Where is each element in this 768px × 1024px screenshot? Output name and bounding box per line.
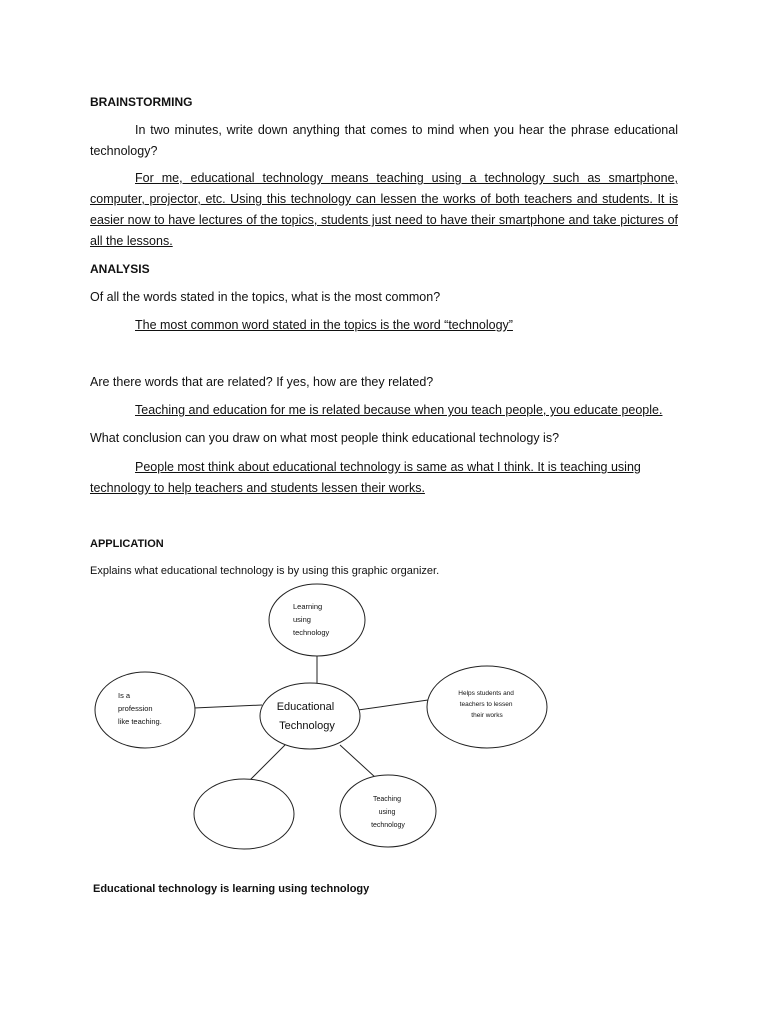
analysis-answer-3: People most think about educational technology is same as what I think. It is teaching using technology to help teachers and students lessen their works. — [90, 460, 641, 495]
analysis-question-1: Of all the words stated in the topics, what is the most common? — [90, 290, 441, 304]
connector-bottom-right — [340, 745, 376, 778]
node-left-line: Is a — [118, 691, 131, 700]
node-right-line: teachers to lessen — [459, 701, 513, 708]
node-bottom-right-line: Teaching — [373, 796, 402, 803]
brainstorming-answer: For me, educational technology means teaching using a technology such as smartphone, computer, projector, etc. Using this technology can lessen the works of both teachers and students. It is easier now to have lectures of the topics, students just need to have their smartphone and take pictures of all the lessons. — [90, 171, 678, 248]
node-center-line: Technology — [279, 720, 335, 732]
node-center-line: Educational — [276, 701, 335, 713]
brainstorming-question: In two minutes, write down anything that comes to mind when you hear the phrase educational technology? — [90, 123, 678, 158]
application-heading: APPLICATION — [90, 538, 164, 550]
application-instruction: Explains what educational technology is by using this graphic organizer. — [90, 565, 440, 577]
node-top-line: Learning — [293, 602, 323, 611]
node-center — [260, 683, 360, 749]
node-bottom-right-line: using — [378, 809, 396, 816]
analysis-answer-2: Teaching and education for me is related because when you teach people, you educate people. — [135, 403, 663, 417]
node-left-line: like teaching. — [118, 717, 162, 726]
node-top-line: technology — [293, 628, 330, 637]
connector-bottom-left — [250, 745, 285, 780]
node-right-line: their works — [471, 712, 503, 719]
analysis-question-2: Are there words that are related? If yes, how are they related? — [90, 375, 434, 389]
analysis-answer-1: The most common word stated in the topics is the word “technology” — [135, 318, 513, 332]
analysis-heading: ANALYSIS — [90, 262, 150, 276]
connector-right — [358, 700, 428, 710]
node-top-line: using — [293, 615, 311, 624]
brainstorming-heading: BRAINSTORMING — [90, 95, 193, 109]
analysis-question-3: What conclusion can you draw on what most people think educational technology is? — [90, 431, 560, 445]
node-left-line: profession — [118, 704, 153, 713]
node-bottom-left — [194, 779, 294, 849]
node-top — [269, 584, 365, 656]
node-bottom-right-line: technology — [371, 822, 405, 829]
application-conclusion: Educational technology is learning using technology — [93, 883, 370, 895]
connector-left — [194, 705, 262, 708]
node-right-line: Helps students and — [458, 690, 514, 697]
